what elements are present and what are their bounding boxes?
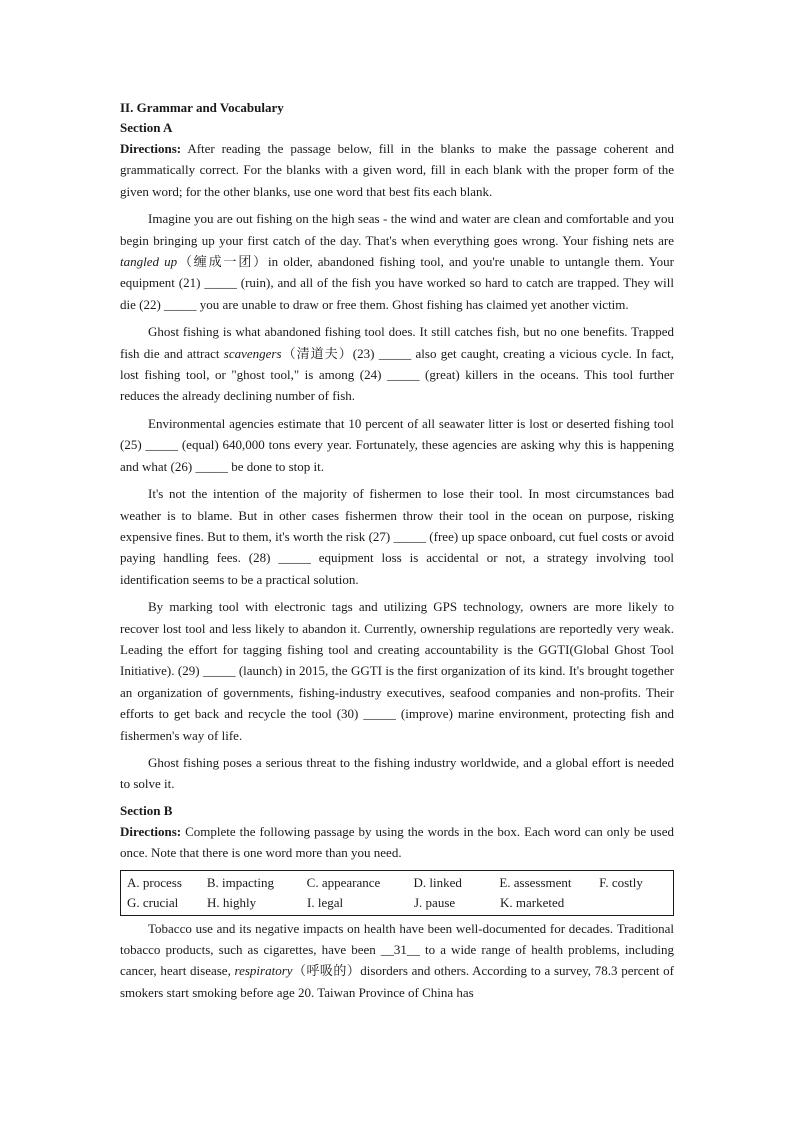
directions-text: Complete the following passage by using the words in the box. Each word can only be used once. Note that there is one word more than you need. (120, 823, 674, 861)
word-option: A. process (127, 874, 182, 890)
word-option: F. costly (599, 874, 643, 890)
word-option: J. pause (414, 894, 456, 910)
paragraph-text: Imagine you are out fishing on the high seas - the wind and water are clean and comfortable and you begin bringing up your first catch of the day. That's when everything goes wrong. Your fishing nets are (120, 211, 674, 248)
word-option: E. assessment (499, 874, 572, 890)
section-b-passage (120, 918, 674, 1004)
word-option: G. crucial (127, 894, 179, 910)
passage-paragraph-3: Environmental agencies estimate that 10 percent of all seawater litter is lost or deserted fishing tool (25) _____ (equal) 640,000 tons every year. Fortunately, these agencies are asking why this is happening and what (26) _____ be done to stop it. (120, 415, 674, 474)
word-bank-row (127, 893, 667, 913)
word-option: K. marketed (500, 894, 565, 910)
paragraph-text: Tobacco use and its negative impacts on health have been well-documented for decades. Traditional tobacco products, such as cigarettes, have been (120, 920, 674, 957)
directions-label: Directions: (120, 141, 182, 156)
paragraph-text: Ghost fishing is what abandoned fishing tool does. It still catches fish, but no one benefits. Trapped fish die and attract (120, 324, 674, 361)
italic-term: tangled up (120, 254, 178, 270)
word-bank-box (120, 870, 674, 916)
directions-text: After reading the passage below, fill in the blanks to make the passage coherent and grammatically correct. For the blanks with a given word, fill in each blank with the proper form of the given word; for the other blanks, use one word that best fits each blank. (120, 141, 674, 199)
passage-paragraph-1 (120, 208, 674, 315)
paragraph-text: to a wide range of health problems, including cancer, heart disease, (120, 942, 674, 979)
word-option: B. impacting (206, 874, 275, 890)
paragraph-text: （呼吸的）disorders and others. According to a survey, 78.3 percent of smokers start smoking before age 20. Taiwan Province of China has (120, 963, 674, 1000)
section-heading: II. Grammar and Vocabulary (120, 100, 284, 115)
answer-blank: __31__ (380, 942, 420, 957)
section-a-directions (120, 138, 674, 202)
passage-paragraph-6: Ghost fishing poses a serious threat to the fishing industry worldwide, and a global effort is needed to solve it. (120, 754, 674, 792)
passage-paragraph-2 (120, 321, 674, 407)
italic-term: scavengers (223, 345, 282, 361)
exam-page (120, 98, 674, 1003)
italic-term: respiratory (234, 963, 293, 979)
passage-paragraph-4: It's not the intention of the majority of fishermen to lose their tool. In most circumstances bad weather is to blame. But in other cases fishermen throw their tool in the ocean on purpose, risking expensive fines. But to them, it's worth the risk (27) _____ (free) up space onboard, cut fuel costs or avoid paying handling fees. (28) _____ equipment loss is accidental or not, a strategy involving tool identification seems to be a practical solution. (120, 486, 674, 587)
word-bank-row (127, 873, 667, 893)
word-option: I. legal (307, 894, 344, 910)
passage-paragraph-5: By marking tool with electronic tags and utilizing GPS technology, owners are more likely to recover lost tool and less likely to abandon it. Currently, ownership regulations are reportedly very weak. Leading the effort for tagging fishing tool and creating accountability is the GGTI(Global Ghost Tool Initiative). (29) _____ (launch) in 2015, the GGTI is the first organization of its kind. It's brought together an organization of governments, fishing-industry executives, seafood companies and non-profits. Their efforts to get back and recycle the tool (30) _____ (improve) marine environment, protecting fish and fishermen's way of life. (120, 599, 674, 743)
paragraph-text: （清道夫）(23) _____ also get caught, creating a vicious cycle. In fact, lost fishing tool, or "ghost tool," is among (24) _____ (great) killers in the oceans. This tool further reduces the already declining number of fish. (120, 345, 674, 404)
word-option: C. appearance (306, 874, 381, 890)
paragraph-text: （缠成一团）in older, abandoned fishing tool, and you're unable to untangle them. Your equipment (21) _____ (ruin), and all of the fish you have worked so hard to catch are trapped. They will die (22) _____ you are unable to draw or free them. Ghost fishing has claimed yet another victim. (120, 254, 674, 312)
word-option: D. linked (413, 874, 462, 890)
directions-label: Directions: (120, 823, 182, 839)
section-b-title: Section B (120, 802, 173, 818)
section-a-title: Section A (120, 120, 173, 135)
section-b-directions (120, 821, 674, 864)
word-option: H. highly (207, 894, 257, 910)
